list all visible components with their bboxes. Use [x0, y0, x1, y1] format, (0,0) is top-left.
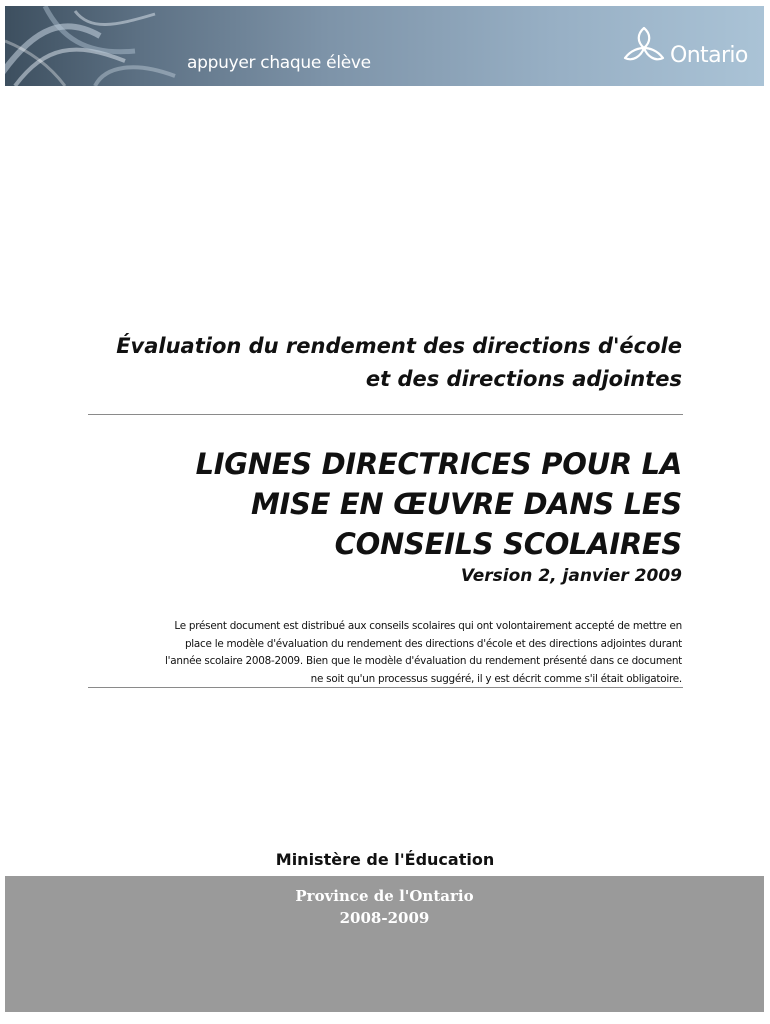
description-line: place le modèle d'évaluation du rendement des directions d'école et des directions adjointes durant	[184, 637, 682, 650]
province-name: Province de l'Ontario	[295, 887, 474, 905]
footer-band	[5, 876, 764, 1012]
description-line: Le présent document est distribué aux conseils scolaires qui ont volontairement accepté de mettre en	[174, 620, 682, 632]
document-subtitle	[82, 330, 682, 396]
description-line: l'année scolaire 2008-2009. Bien que le modèle d'évaluation du rendement présenté dans ce document	[165, 655, 682, 667]
decorative-swoosh-graphic	[5, 6, 185, 86]
trillium-icon	[621, 24, 667, 70]
document-version: Version 2, janvier 2009	[460, 566, 682, 586]
header-banner	[5, 6, 764, 86]
subtitle-line: Évaluation du rendement des directions d'école	[116, 334, 682, 358]
title-line: MISE EN ŒUVRE DANS LES	[250, 487, 682, 521]
document-description	[87, 618, 682, 688]
ontario-logo	[621, 20, 761, 76]
title-line: CONSEILS SCOLAIRES	[334, 527, 682, 561]
ontario-wordmark: Ontario	[670, 43, 748, 68]
document-title	[82, 444, 682, 564]
subtitle-line: et des directions adjointes	[365, 367, 682, 391]
description-line: ne soit qu'un processus suggéré, il y est décrit comme s'il était obligatoire.	[310, 672, 682, 685]
footer-text	[5, 885, 764, 929]
tagline: appuyer chaque élève	[187, 53, 371, 73]
divider-top	[88, 414, 683, 415]
school-years: 2008-2009	[339, 909, 430, 927]
ministry-name: Ministère de l'Éducation	[275, 850, 495, 869]
divider-bottom	[88, 687, 683, 688]
title-line: LIGNES DIRECTRICES POUR LA	[195, 447, 682, 481]
